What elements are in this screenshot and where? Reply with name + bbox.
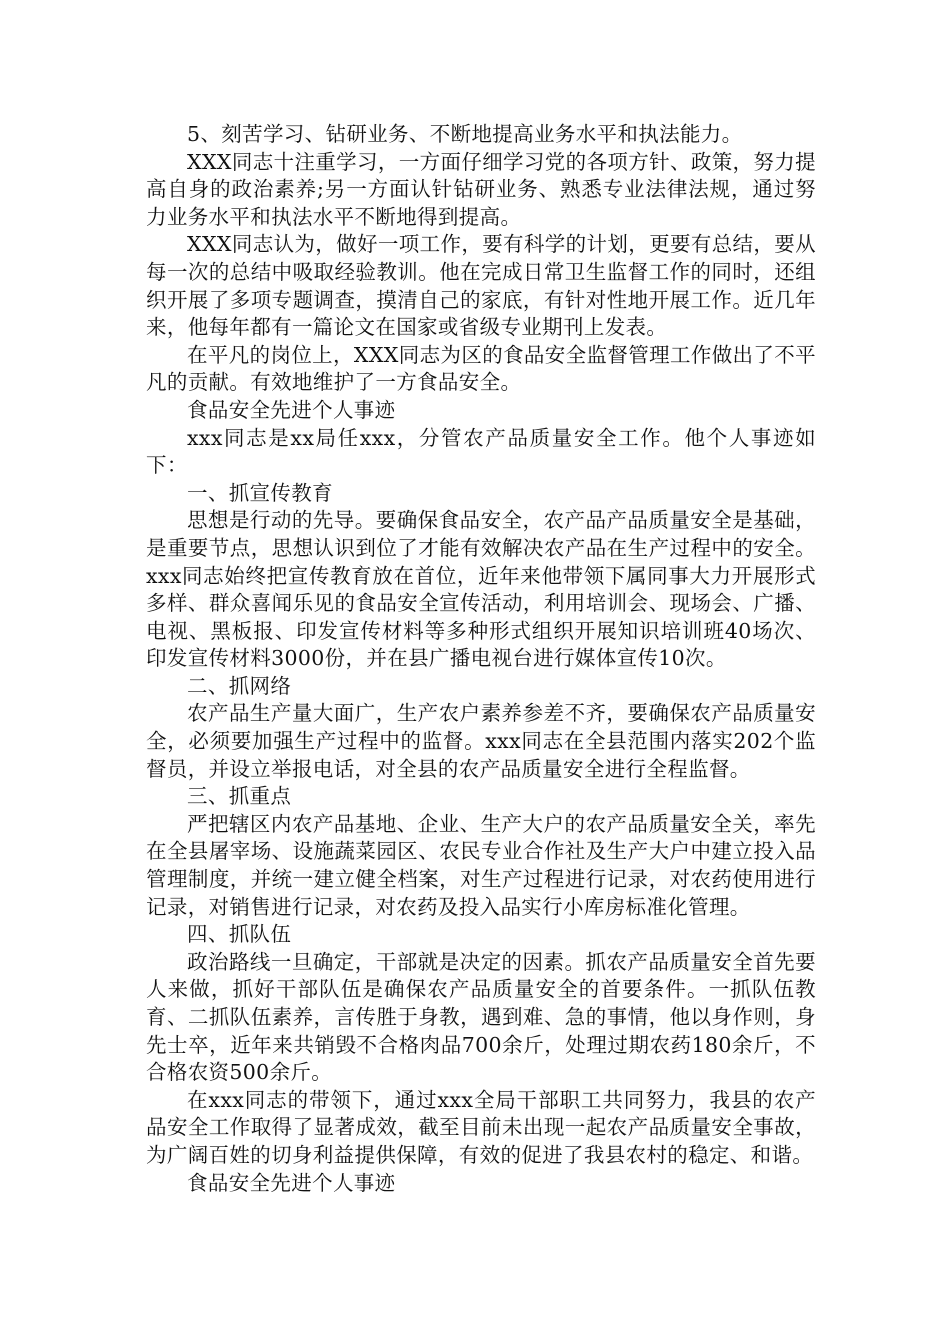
paragraph-contribution: 在平凡的岗位上，XXX同志为区的食品安全监督管理工作做出了不平凡的贡献。有效地维护了一方食品安全。: [146, 342, 816, 395]
document-body: [146, 121, 816, 1197]
paragraph-team: 政治路线一旦确定，干部就是决定的因素。抓农产品质量安全首先要人来做，抓好干部队伍是确保农产品质量安全的首要条件。一抓队伍教育、二抓队伍素养，言传胜于身教，遇到难、急的事情，他以身作则，身先士卒，近年来共销毁不合格肉品700余斤，处理过期农药180余斤，不合格农资500余斤。: [146, 949, 816, 1085]
paragraph-planning: XXX同志认为，做好一项工作，要有科学的计划，更要有总结，要从每一次的总结中吸取经验教训。他在完成日常卫生监督工作的同时，还组织开展了多项专题调查，摸清自己的家底，有针对性地开展工作。近几年来，他每年都有一篇论文在国家或省级专业期刊上发表。: [146, 232, 816, 340]
heading-publicity: 一、抓宣传教育: [187, 480, 333, 505]
paragraph-publicity: 思想是行动的先导。要确保食品安全，农产品产品质量安全是基础，是重要节点，思想认识到位了才能有效解决农产品在生产过程中的安全。xxx同志始终把宣传教育放在首位，近年来他带领下属同事大力开展形式多样、群众喜闻乐见的食品安全宣传活动，利用培训会、现场会、广播、电视、黑板报、印发宣传材料等多种形式组织开展知识培训班40场次、印发宣传材料3000份，并在县广播电视台进行媒体宣传10次。: [146, 508, 816, 671]
paragraph-item-5: 5、刻苦学习、钻研业务、不断地提高业务水平和执法能力。: [187, 122, 743, 146]
heading-network: 二、抓网络: [187, 673, 292, 698]
heading-team: 四、抓队伍: [187, 922, 292, 947]
section-title-repeat: 食品安全先进个人事迹: [187, 1170, 396, 1195]
paragraph-intro: xxx同志是xx局任xxx，分管农产品质量安全工作。他个人事迹如下：: [146, 425, 816, 478]
paragraph-key-points: 严把辖区内农产品基地、企业、生产大户的农产品质量安全关，率先在全县屠宰场、设施蔬菜园区、农民专业合作社及生产大户中建立投入品管理制度，并统一建立健全档案，对生产过程进行记录，对农药使用进行记录，对销售进行记录，对农药及投入品实行小库房标准化管理。: [146, 811, 816, 919]
paragraph-network: 农产品生产量大面广，生产农户素养参差不齐，要确保农产品质量安全，必须要加强生产过程中的监督。xxx同志在全县范围内落实202个监督员，并设立举报电话，对全县的农产品质量安全进行全程监督。: [146, 701, 816, 781]
section-title: 食品安全先进个人事迹: [187, 397, 396, 422]
heading-key-points: 三、抓重点: [187, 784, 292, 809]
paragraph-conclusion: 在xxx同志的带领下，通过xxx全局干部职工共同努力，我县的农产品安全工作取得了显著成效，截至目前未出现一起农产品质量安全事故，为广阔百姓的切身利益提供保障，有效的促进了我县农村的稳定、和谐。: [146, 1087, 816, 1167]
paragraph-study: XXX同志十注重学习，一方面仔细学习党的各项方针、政策，努力提高自身的政治素养;另一方面认针钻研业务、熟悉专业法律法规，通过努力业务水平和执法水平不断地得到提高。: [146, 149, 816, 229]
